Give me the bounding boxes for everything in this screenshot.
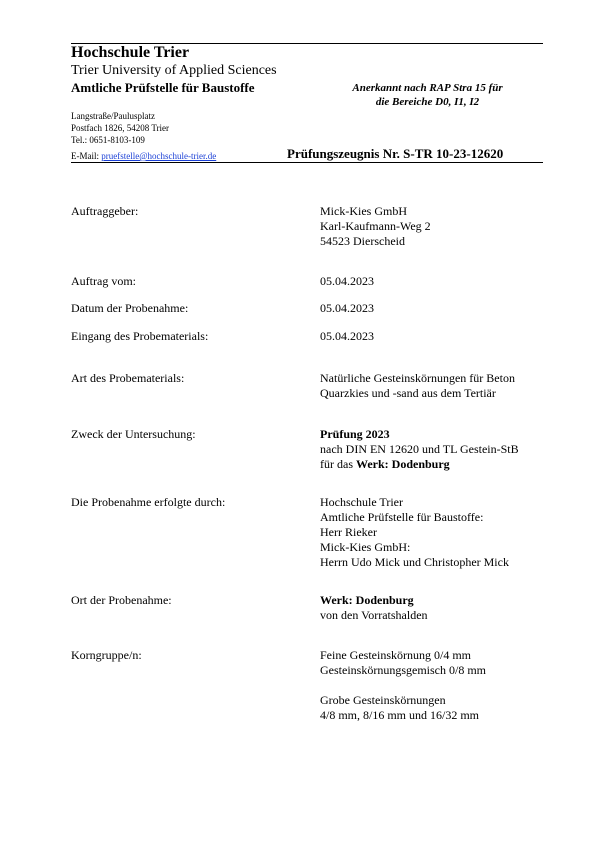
report-number: Prüfungszeugnis Nr. S-TR 10-23-12620: [287, 146, 504, 161]
order-date-label: Auftrag vom:: [71, 274, 136, 288]
address-block: [71, 110, 169, 146]
client-value: [320, 204, 542, 249]
address-postbox: Postfach 1826, 54208 Trier: [71, 123, 170, 133]
email-line: [71, 150, 216, 162]
sampler-line: Herrn Udo Mick und Christopher Mick: [320, 555, 509, 569]
grain-group-line: 4/8 mm, 8/16 mm und 16/32 mm: [320, 708, 480, 722]
sampler-line: Hochschule Trier: [320, 495, 403, 509]
purpose-standard: nach DIN EN 12620 und TL Gestein-StB: [320, 442, 519, 456]
material-line: Quarzkies und -sand aus dem Tertiär: [320, 386, 496, 400]
grain-group-spacer: [320, 678, 542, 693]
purpose-value: [320, 427, 542, 472]
email-link[interactable]: pruefstelle@hochschule-trier.de: [101, 151, 217, 161]
grain-group-line: Feine Gesteinskörnung 0/4 mm: [320, 648, 471, 662]
address-phone: Tel.: 0651-8103-109: [71, 135, 145, 145]
client-label: Auftraggeber:: [71, 204, 139, 218]
recognition-line-1: Anerkannt nach RAP Stra 15 für: [352, 82, 503, 94]
purpose-title: Prüfung 2023: [320, 427, 390, 441]
sampler-line: Mick-Kies GmbH:: [320, 540, 411, 554]
material-line: Natürliche Gesteinskörnungen für Beton: [320, 371, 515, 385]
sampling-date-value: 05.04.2023: [320, 301, 374, 315]
client-line: Karl-Kaufmann-Weg 2: [320, 219, 431, 233]
department-name: Amtliche Prüfstelle für Baustoffe: [71, 80, 255, 95]
location-plant: Werk: Dodenburg: [320, 593, 414, 607]
client-line: Mick-Kies GmbH: [320, 204, 407, 218]
grain-groups-label: Korngruppe/n:: [71, 648, 142, 662]
receipt-value: 05.04.2023: [320, 329, 374, 343]
sampler-value: [320, 495, 542, 570]
sampler-label: Die Probenahme erfolgte durch:: [71, 495, 226, 509]
grain-group-line: Gesteinskörnungsgemisch 0/8 mm: [320, 663, 486, 677]
sampler-line: Amtliche Prüfstelle für Baustoffe:: [320, 510, 484, 524]
institution-name: Hochschule Trier: [71, 44, 190, 61]
grain-groups-value: [320, 648, 542, 723]
recognition-line-2: die Bereiche D0, I1, I2: [375, 96, 480, 108]
grain-group-line: Grobe Gesteinskörnungen: [320, 693, 446, 707]
client-line: 54523 Dierscheid: [320, 234, 405, 248]
sampler-line: Herr Rieker: [320, 525, 377, 539]
header-bottom-rule: [71, 162, 543, 163]
email-label: E-Mail:: [71, 151, 102, 161]
recognition-note: [330, 81, 525, 109]
institution-english-name: Trier University of Applied Sciences: [71, 63, 277, 78]
purpose-plant: [320, 457, 542, 472]
receipt-label: Eingang des Probematerials:: [71, 329, 209, 343]
purpose-plant-name: Werk: Dodenburg: [356, 457, 450, 471]
material-label: Art des Probematerials:: [71, 371, 185, 385]
location-value: [320, 593, 542, 623]
location-detail: von den Vorratshalden: [320, 608, 428, 622]
address-street: Langstraße/Paulusplatz: [71, 111, 155, 121]
sampling-date-label: Datum der Probenahme:: [71, 301, 189, 315]
material-value: [320, 371, 542, 401]
order-date-value: 05.04.2023: [320, 274, 374, 288]
purpose-plant-prefix: für das: [320, 457, 356, 471]
purpose-label: Zweck der Untersuchung:: [71, 427, 196, 441]
location-label: Ort der Probenahme:: [71, 593, 172, 607]
